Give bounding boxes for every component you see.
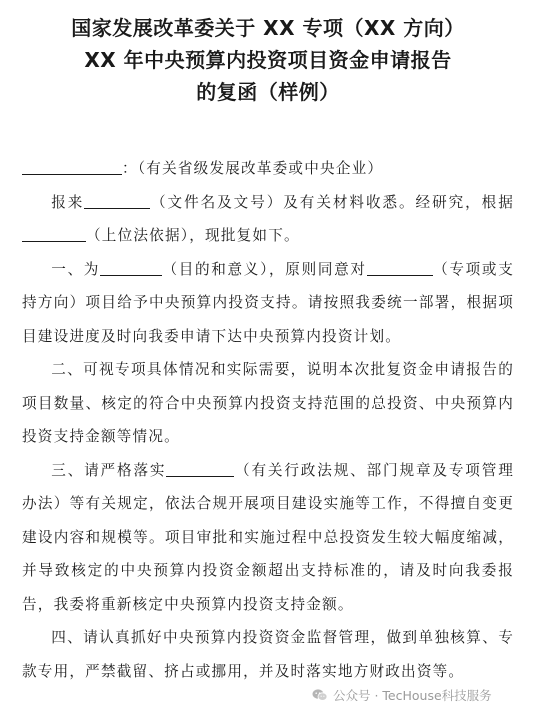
- para1-text-c: （专项或支持方向）项目给予中央预算内投资支持。请按照我委统一部署，根据项目建设进度及时向我委申请下达中央预算内投资计划。: [22, 260, 514, 345]
- recipient-blank: [22, 158, 122, 175]
- document-name-blank: [84, 192, 150, 209]
- legal-basis-blank: [22, 225, 86, 242]
- para1-text-b: （目的和意义），原则同意对: [162, 260, 367, 278]
- title-line-2: XX 年中央预算内投资项目资金申请报告: [84, 48, 452, 72]
- document-body: [22, 152, 514, 688]
- paragraph-intro: [22, 186, 514, 253]
- para1-text-a: 一、为: [51, 260, 100, 278]
- paragraph-3: [22, 454, 514, 622]
- wechat-icon: [312, 688, 328, 702]
- intro-text-c: （上位法依据），现批复如下。: [86, 227, 300, 244]
- paragraph-1: [22, 253, 514, 354]
- intro-text-a: 报来: [51, 193, 85, 211]
- title-line-1: 国家发展改革委关于 XX 专项（XX 方向）: [71, 16, 465, 40]
- document: [22, 12, 514, 688]
- addressee-text: ：（有关省级发展改革委或中央企业）: [122, 160, 384, 177]
- para3-text-b: （有关行政法规、部门规章及专项管理办法）等有关规定，依法合规开展项目建设实施等工作，不得擅自变更建设内容和规模等。项目审批和实施过程中总投资发生较大幅度缩减，并导致核定的中央预算内投资金额超出支持标准的，请及时向我委报告，我委将重新核定中央预算内投资支持金额。: [22, 461, 514, 613]
- addressee-line: [22, 152, 514, 186]
- paragraph-2: 二、可视专项具体情况和实际需要，说明本次批复资金申请报告的项目数量、核定的符合中央预算内投资支持范围的总投资、中央预算内投资支持金额等情况。: [22, 361, 514, 445]
- title-line-3: 的复函（样例）: [196, 80, 340, 104]
- direction-blank: [367, 259, 433, 276]
- watermark: [308, 684, 496, 706]
- intro-text-b: （文件名及文号）及有关材料收悉。经研究，根据: [150, 193, 515, 211]
- regulation-blank: [166, 460, 234, 477]
- purpose-blank: [100, 259, 162, 276]
- paragraph-4: 四、请认真抓好中央预算内投资资金监督管理，做到单独核算、专款专用，严禁截留、挤占或挪用，并及时落实地方财政出资等。: [22, 629, 514, 680]
- watermark-text: 公众号 · TecHouse科技服务: [333, 688, 492, 703]
- para3-text-a: 三、请严格落实: [51, 461, 167, 479]
- document-title: [22, 12, 514, 108]
